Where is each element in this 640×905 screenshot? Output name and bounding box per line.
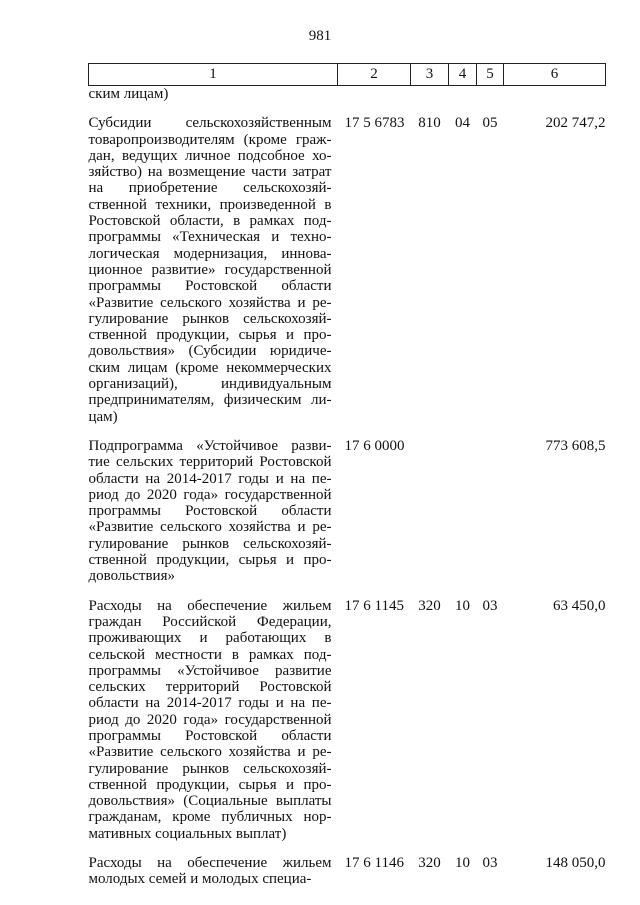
description-line: молодых семей и молодых специа- [88,871,312,888]
row-expense-type [411,425,449,585]
row-description [89,86,338,103]
description-line: тие сельских территорий Ростовской [88,454,332,471]
description-line: гулирование рынков сельскохозяй- [88,535,332,552]
description-line: довольствия» [88,568,175,585]
row-subsection: 03 [482,855,498,872]
description-line: ским лицам) [88,86,169,102]
description-line: Ростовской области, в рамках под- [88,213,332,230]
row-description [89,102,338,425]
table-row [89,86,606,103]
description-line: гулирование рынков сельскохозяй- [88,310,332,327]
description-line: проживающих и работающих в [88,630,332,647]
description-line: программы Ростовской области [88,727,332,744]
row-section: 10 [455,597,470,614]
header-col-2: 2 [338,64,411,86]
header-col-3: 3 [411,64,449,86]
description-line: Подпрограмма «Устойчивое разви- [88,437,332,454]
description-line: «Развитие сельского хозяйства и ре- [88,744,332,761]
row-amount: 773 608,5 [545,437,606,454]
description-line: Расходы на обеспечение жильем [88,597,332,614]
row-section: 10 [455,855,470,872]
header-col-4: 4 [449,64,477,86]
row-section: 04 [455,115,470,132]
description-line: сельских территорий Ростовской [88,679,332,696]
description-line: ским лицам (кроме некоммерческих [88,359,332,376]
row-description [89,425,338,585]
description-line: мативных социальных выплат) [88,825,287,842]
description-line: ственной техники, произведенной в [88,196,332,213]
row-subsection [477,425,504,585]
description-line: области на 2014-2017 годы и на пе- [88,470,332,487]
description-line: программы «Устойчивое развитие [88,662,332,679]
row-code: 17 6 1145 [344,597,404,614]
page-number: 981 [308,28,332,44]
description-line: гулирование рынков сельскохозяй- [88,760,332,777]
table-header-row [89,64,606,86]
header-col-5: 5 [477,64,504,86]
row-amount: 63 450,0 [553,597,606,614]
description-line: предпринимателям, физическим ли- [88,392,332,409]
description-line: риод до 2020 года» государственной [88,486,332,503]
description-line: ственной продукции, сырья и про- [88,327,332,344]
row-code [338,86,411,103]
row-subsection [477,86,504,103]
row-subsection: 05 [482,115,498,132]
row-expense-type: 810 [418,115,441,132]
header-col-1: 1 [89,64,338,86]
description-line: Расходы на обеспечение жильем [88,855,332,872]
description-line: риод до 2020 года» государственной [88,711,332,728]
description-line: товаропроизводителям (кроме граж- [88,131,332,148]
description-line: граждан Российской Федерации, [88,613,332,630]
budget-table [88,63,606,888]
table-row [89,102,606,425]
row-subsection: 03 [482,597,498,614]
row-code: 17 6 1146 [344,855,404,872]
description-line: зяйство) на возмещение части затрат [88,164,332,181]
description-line: сельской местности в рамках под- [88,646,332,663]
description-line: довольствия» (Субсидии юридиче- [88,343,332,360]
row-section [449,425,477,585]
row-expense-type: 320 [418,855,441,872]
description-line: ционное развитие» государственной [88,261,332,278]
row-description [89,585,338,842]
description-line: программы Ростовской области [88,278,332,295]
row-amount [504,86,606,103]
table-row [89,425,606,585]
row-amount: 202 747,2 [545,115,606,132]
table-row [89,842,606,888]
row-expense-type [411,86,449,103]
description-line: «Развитие сельского хозяйства и ре- [88,519,332,536]
description-line: программы «Техническая и техно- [88,229,332,246]
row-code: 17 6 0000 [344,437,405,454]
description-line: «Развитие сельского хозяйства и ре- [88,294,332,311]
row-code: 17 5 6783 [344,115,405,132]
row-description [89,842,338,888]
table-row [89,585,606,842]
description-line: дан, ведущих личное подсобное хо- [88,147,332,164]
row-expense-type: 320 [418,597,441,614]
description-line: логическая модернизация, иннова- [88,245,332,262]
description-line: ственной продукции, сырья и про- [88,776,332,793]
description-line: программы Ростовской области [88,503,332,520]
row-section [449,86,477,103]
description-line: области на 2014-2017 годы и на пе- [88,695,332,712]
row-amount: 148 050,0 [545,855,606,872]
description-line: организаций), индивидуальным [88,376,332,393]
description-line: гражданам, кроме публичных нор- [88,809,332,826]
description-line: Субсидии сельскохозяйственным [88,115,332,132]
description-line: цам) [88,408,118,425]
description-line: ственной продукции, сырья и про- [88,552,332,569]
description-line: на приобретение сельскохозяй- [88,180,332,197]
description-line: довольствия» (Социальные выплаты [88,793,332,810]
table-body [89,86,606,888]
header-col-6: 6 [504,64,606,86]
